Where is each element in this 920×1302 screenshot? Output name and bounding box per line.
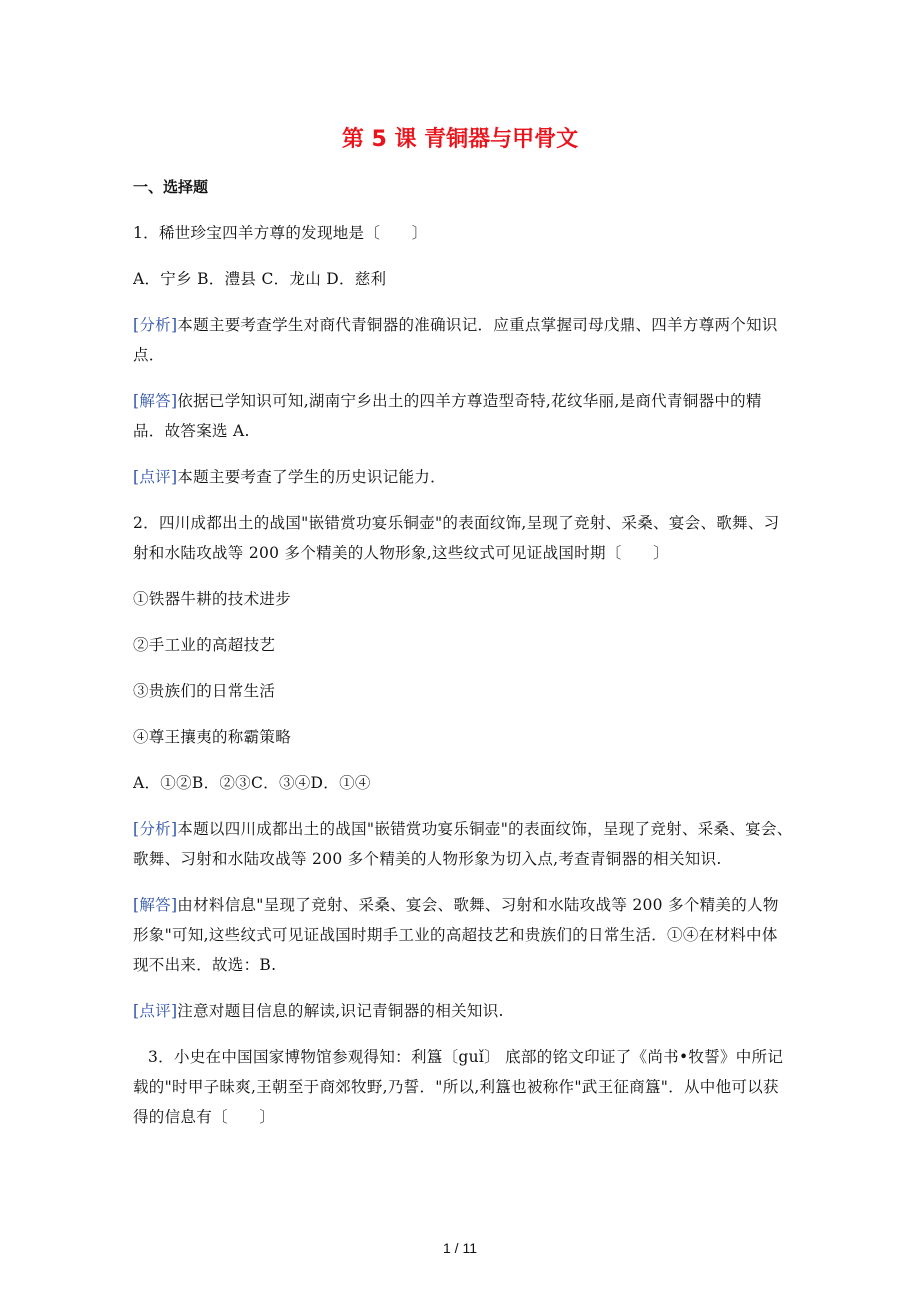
answer-text: 依据已学知识可知,湖南宁乡出土的四羊方尊造型奇特,花纹华丽,是商代青铜器中的精品．故答案选 A. bbox=[133, 392, 762, 440]
analysis-text: 本题以四川成都出土的战国"嵌错赏功宴乐铜壶"的表面纹饰，呈现了竞射、采桑、宴会、歌舞、习射和水陆攻战等 200 多个精美的人物形象为切入点,考查青铜器的相关知识. bbox=[133, 820, 793, 868]
question-1-analysis bbox=[133, 310, 793, 370]
question-2-comment bbox=[133, 996, 793, 1026]
page-title: 第 5 课 青铜器与甲骨文 bbox=[341, 127, 579, 152]
question-2-item-2: ②手工业的高超技艺 bbox=[133, 636, 276, 654]
analysis-tag: [分析] bbox=[133, 316, 178, 334]
page-number: 1 / 11 bbox=[443, 1240, 477, 1256]
question-3-stem: 3．小史在中国国家博物馆参观得知：利簋〔guǐ〕 底部的铭文印证了《尚书•牧誓》中所记载的"时甲子昧爽,王朝至于商郊牧野,乃誓．"所以,利簋也被称作"武王征商簋"．从中他可以获得的信息有〔 〕 bbox=[133, 1048, 784, 1126]
question-2-item-1: ①铁器牛耕的技术进步 bbox=[133, 590, 292, 608]
answer-text: 由材料信息"呈现了竞射、采桑、宴会、歌舞、习射和水陆攻战等 200 多个精美的人物形象"可知,这些纹式可见证战国时期手工业的高超技艺和贵族们的日常生活．①④在材料中体现不出来．故选：B. bbox=[133, 896, 779, 974]
comment-tag: [点评] bbox=[133, 468, 178, 486]
question-1-options: A．宁乡 B．澧县 C．龙山 D．慈利 bbox=[133, 270, 387, 288]
question-1-answer bbox=[133, 386, 793, 446]
question-2-answer bbox=[133, 890, 793, 980]
question-2-item-3: ③贵族们的日常生活 bbox=[133, 682, 276, 700]
answer-tag: [解答] bbox=[133, 392, 178, 410]
question-2-options: A．①②B．②③C．③④D．①④ bbox=[133, 774, 371, 792]
comment-tag: [点评] bbox=[133, 1002, 178, 1020]
answer-tag: [解答] bbox=[133, 896, 178, 914]
question-2-stem: 2．四川成都出土的战国"嵌错赏功宴乐铜壶"的表面纹饰,呈现了竞射、采桑、宴会、歌舞、习射和水陆攻战等 200 多个精美的人物形象,这些纹式可见证战国时期〔 〕 bbox=[133, 514, 780, 562]
comment-text: 本题主要考查了学生的历史识记能力． bbox=[177, 468, 446, 486]
analysis-tag: [分析] bbox=[133, 820, 178, 838]
comment-text: 注意对题目信息的解读,识记青铜器的相关知识. bbox=[177, 1002, 504, 1020]
analysis-text: 本题主要考查学生对商代青铜器的准确识记．应重点掌握司母戊鼎、四羊方尊两个知识点． bbox=[133, 316, 778, 364]
question-2-analysis bbox=[133, 814, 793, 874]
section-heading: 一、选择题 bbox=[133, 178, 209, 196]
question-1-comment bbox=[133, 462, 793, 492]
document-body bbox=[133, 218, 793, 1148]
question-1-stem: 1．稀世珍宝四羊方尊的发现地是〔 〕 bbox=[133, 224, 428, 242]
question-2-item-4: ④尊王攘夷的称霸策略 bbox=[133, 728, 292, 746]
